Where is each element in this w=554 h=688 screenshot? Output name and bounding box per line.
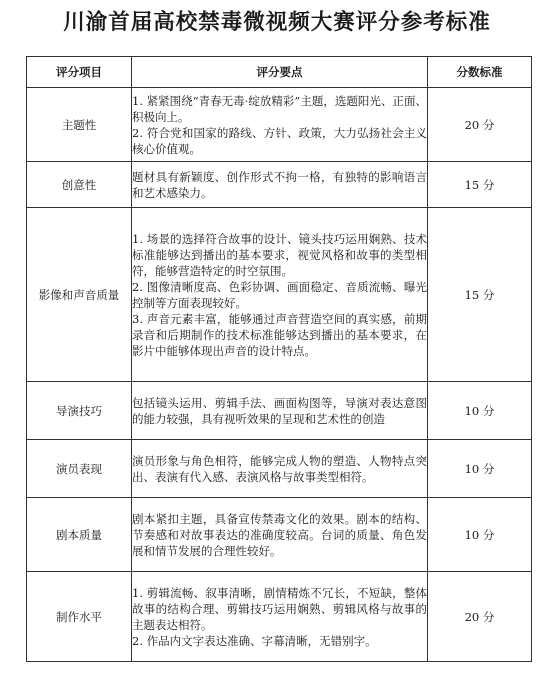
point-text: 2. 图像清晰度高、色彩协调、画面稳定、音质流畅、曝光控制等方面表现较好。 xyxy=(132,279,427,310)
point-text: 演员形象与角色相符，能够完成人物的塑造、人物特点突出、表演有代入感、表演风格与故事类型相符。 xyxy=(132,453,427,484)
scoring-criteria-table xyxy=(26,56,532,662)
table-row-image-sound xyxy=(27,208,532,382)
header-item: 评分项目 xyxy=(27,57,132,88)
table-row-theme xyxy=(27,88,532,162)
table-header-row xyxy=(27,57,532,88)
row-item: 制作水平 xyxy=(27,572,132,662)
header-score: 分数标准 xyxy=(428,57,532,88)
row-score: 20 分 xyxy=(428,88,532,162)
row-item: 主题性 xyxy=(27,88,132,162)
row-points xyxy=(132,208,428,382)
point-text: 题材具有新颖度、创作形式不拘一格，有独特的影响语言和艺术感染力。 xyxy=(132,169,427,200)
row-item: 创意性 xyxy=(27,162,132,208)
row-points xyxy=(132,440,428,498)
row-points xyxy=(132,162,428,208)
row-score: 15 分 xyxy=(428,208,532,382)
point-text: 剧本紧扣主题，具备宣传禁毒文化的效果。剧本的结构、节奏感和对故事表达的准确度较高。台词的质量、角色发展和情节发展的合理性较好。 xyxy=(132,511,427,558)
row-points xyxy=(132,88,428,162)
row-item: 导演技巧 xyxy=(27,382,132,440)
point-text: 2. 符合党和国家的路线、方针、政策，大力弘扬社会主义核心价值观。 xyxy=(132,125,427,156)
row-points xyxy=(132,572,428,662)
row-item: 演员表现 xyxy=(27,440,132,498)
point-text: 3. 声音元素丰富，能够通过声音营造空间的真实感，前期录音和后期制作的技术标准能够达到播出的基本要求，在影片中能够体现出声音的设计特点。 xyxy=(132,311,427,358)
row-item: 剧本质量 xyxy=(27,498,132,572)
row-points xyxy=(132,382,428,440)
row-score: 10 分 xyxy=(428,498,532,572)
point-text: 1. 紧紧围绕“青春无毒·绽放精彩”主题，选题阳光、正面、积极向上。 xyxy=(132,93,427,124)
row-score: 10 分 xyxy=(428,440,532,498)
row-item: 影像和声音质量 xyxy=(27,208,132,382)
point-text: 2. 作品内文字表达准确、字幕清晰，无错别字。 xyxy=(132,633,377,648)
header-points: 评分要点 xyxy=(132,57,428,88)
table-row-directing xyxy=(27,382,532,440)
table-row-acting xyxy=(27,440,532,498)
point-text: 包括镜头运用、剪辑手法、画面构图等，导演对表达意图的能力较强，具有视听效果的呈现和艺术性的创造 xyxy=(132,395,427,426)
row-score: 20 分 xyxy=(428,572,532,662)
row-score: 15 分 xyxy=(428,162,532,208)
point-text: 1. 剪辑流畅、叙事清晰，剧情精炼不冗长，不短缺，整体故事的结构合理、剪辑技巧运用娴熟、剪辑风格与故事的主题表达相符。 xyxy=(132,585,427,632)
document-title: 川渝首届高校禁毒微视频大赛评分参考标准 xyxy=(63,10,491,35)
row-score: 10 分 xyxy=(428,382,532,440)
table-row-script xyxy=(27,498,532,572)
row-points xyxy=(132,498,428,572)
table-row-creativity xyxy=(27,162,532,208)
table-row-production xyxy=(27,572,532,662)
point-text: 1. 场景的选择符合故事的设计、镜头技巧运用娴熟、技术标准能够达到播出的基本要求，视觉风格和故事的类型相符，能够营造特定的时空氛围。 xyxy=(132,231,427,278)
